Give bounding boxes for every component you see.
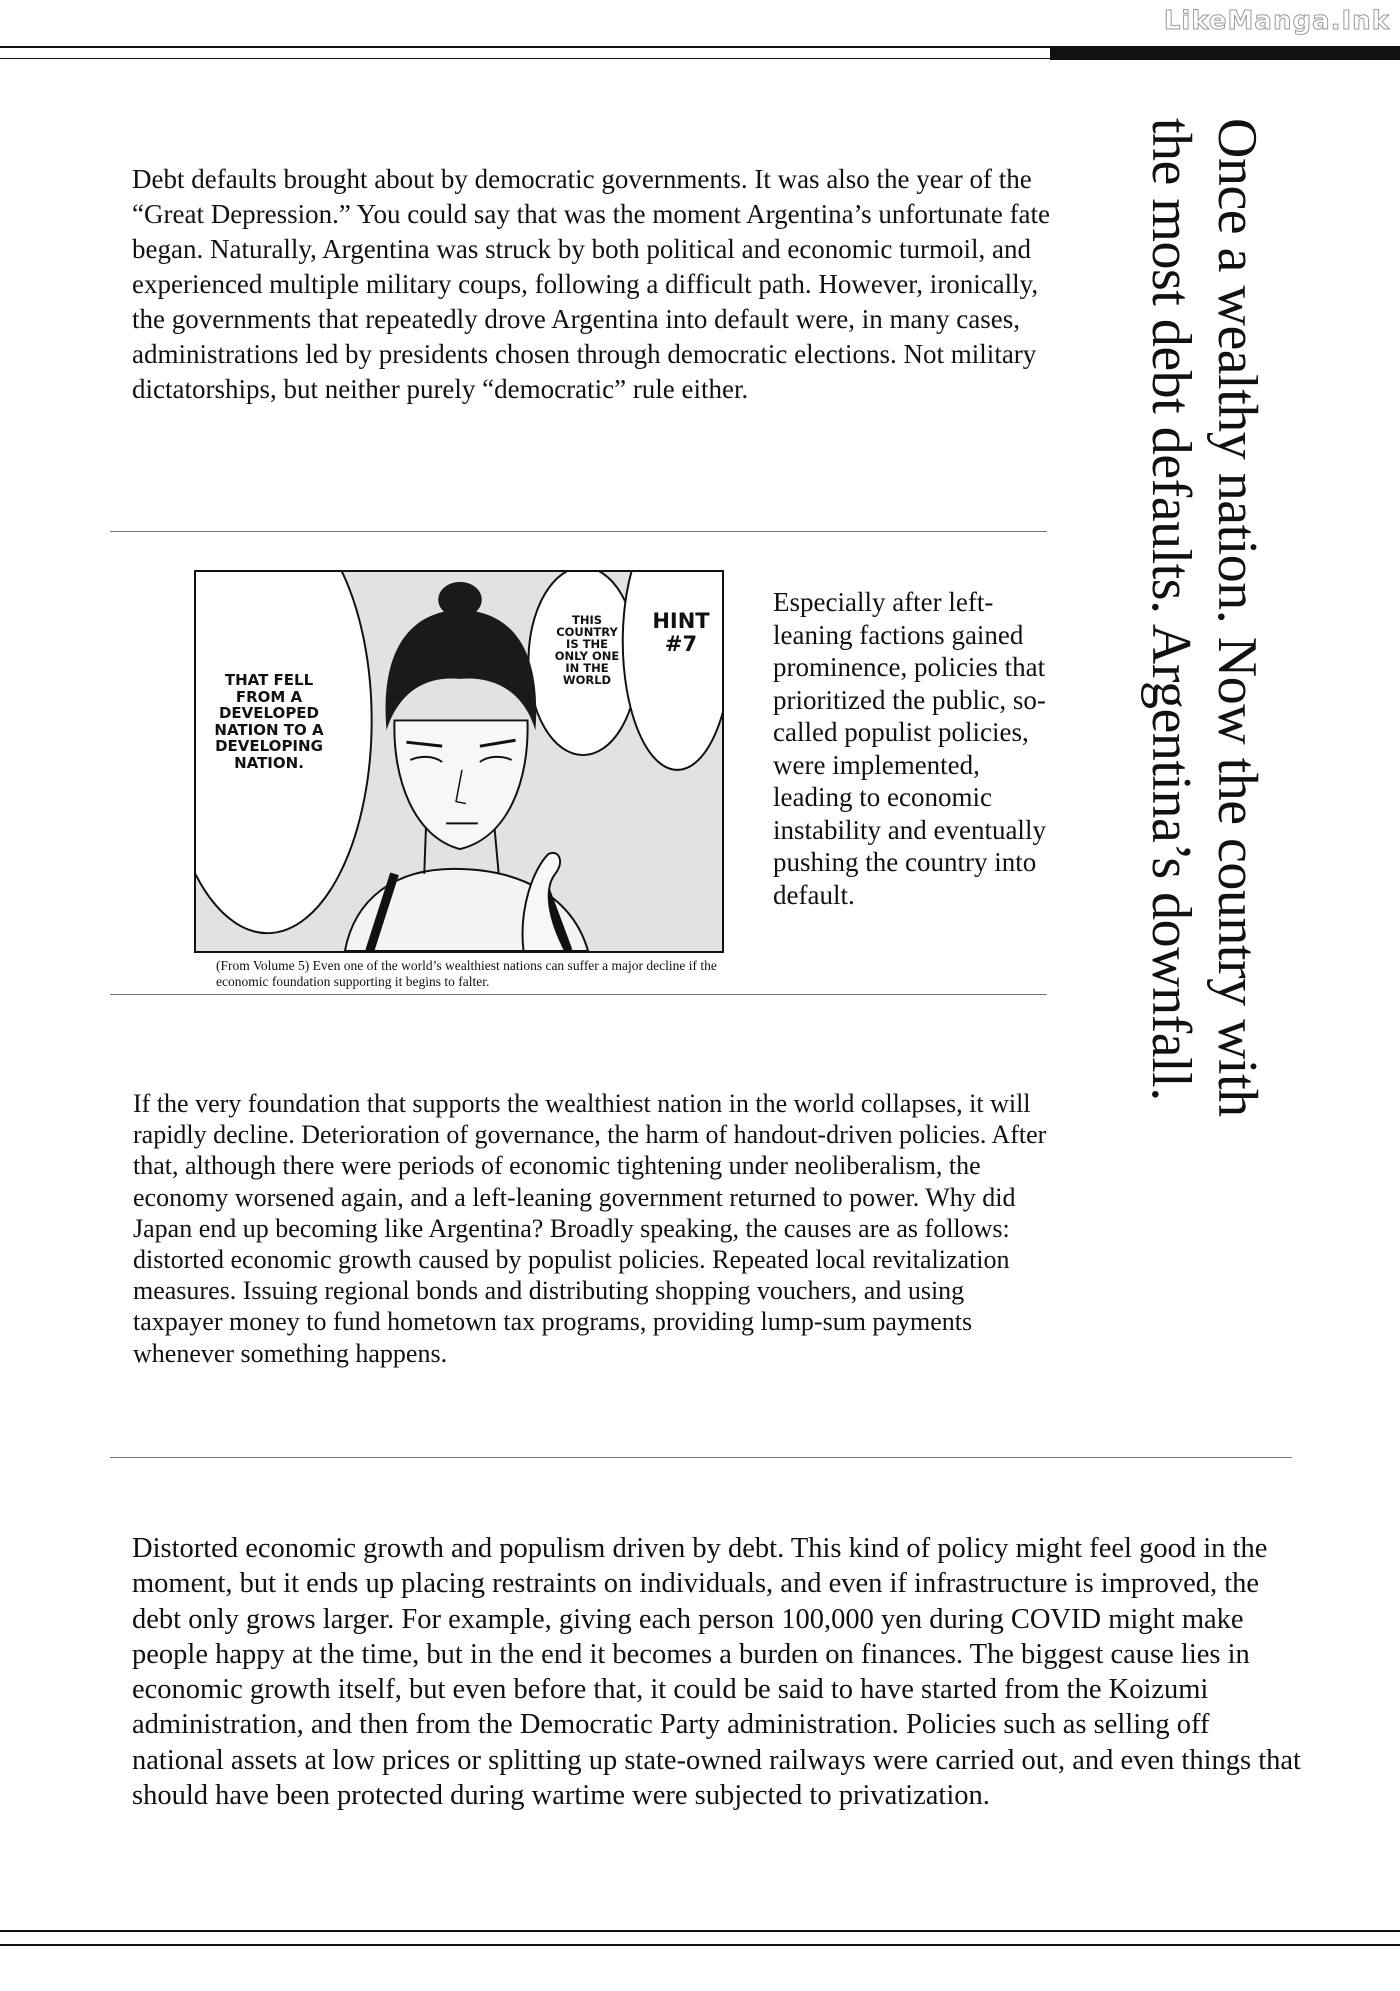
foundation-paragraph: If the very foundation that supports the wealthiest nation in the world collapses, it will rapidly decline. Deterioration of governance, the harm of handout-driven policies. After that, although there were periods of economic tightening under neoliberalism, the economy worsened again, and a left-leaning government returned to power. Why did Japan end up becoming like Argentina? Broadly speaking, the causes are as follows: distorted economic growth caused by populist policies. Repeated local revitalization measures. Issuing regional bonds and distributing shopping vouchers, and using taxpayer money to fund hometown tax programs, providing lump-sum payments whenever something happens. (133, 1089, 1047, 1368)
speech-bubble-left: THAT FELL FROM A DEVELOPED NATION TO A DEVELOPING NATION. (214, 671, 324, 772)
page-title (1138, 118, 1270, 1318)
panel-caption: (From Volume 5) Even one of the world’s wealthiest nations can suffer a major decline if the economic foundation supporting it begins to falter. (216, 958, 717, 989)
speech-bubble-middle: THIS COUNTRY IS THE ONLY ONE IN THE WORLD (554, 613, 620, 687)
bottom-rule-double (0, 1944, 1400, 1946)
hint-bubble: HINT #7 (652, 609, 710, 656)
top-rule-under (0, 58, 1050, 59)
title-line-1: Once a wealthy nation. Now the country with (1206, 118, 1268, 1117)
intro-paragraph: Debt defaults brought about by democratic governments. It was also the year of the “Great Depression.” You could say that was the moment Argentina’s unfortunate fate began. Naturally, Argentina was struck by both political and economic turmoil, and experienced multiple military coups, following a difficult path. However, ironically, the governments that repeatedly drove Argentina into default were, in many cases, administrations led by presidents chosen through democratic elections. Not military dictatorships, but neither purely “democratic” rule either. (132, 164, 1051, 404)
top-rule-bar (1050, 46, 1400, 60)
title-line-2: the most debt defaults. Argentina’s downfall. (1140, 118, 1202, 1101)
watermark: LikeManga.Ink (1163, 6, 1390, 36)
manga-panel (194, 570, 724, 953)
section-divider (110, 994, 1047, 995)
section-divider (110, 1457, 1292, 1458)
debt-paragraph: Distorted economic growth and populism driven by debt. This kind of policy might feel good in the moment, but it ends up placing restraints on individuals, and even if infrastructure is improved, the debt only grows larger. For example, giving each person 100,000 yen during COVID might make people happy at the time, but in the end it becomes a burden on finances. The biggest cause lies in economic growth itself, but even before that, it could be said to have started from the Koizumi administration, and then from the Democratic Party administration. Policies such as selling off national assets at low prices or splitting up state-owned railways were carried out, and even things that should have been protected during wartime were subjected to privatization. (132, 1533, 1301, 1812)
side-paragraph: Especially after left-leaning factions gained prominence, policies that prioritized the public, so-called populist policies, were implemented, leading to economic instability and eventually pushing the country into default. (773, 587, 1046, 910)
section-divider (110, 531, 1047, 532)
bottom-rule (0, 1930, 1400, 1932)
